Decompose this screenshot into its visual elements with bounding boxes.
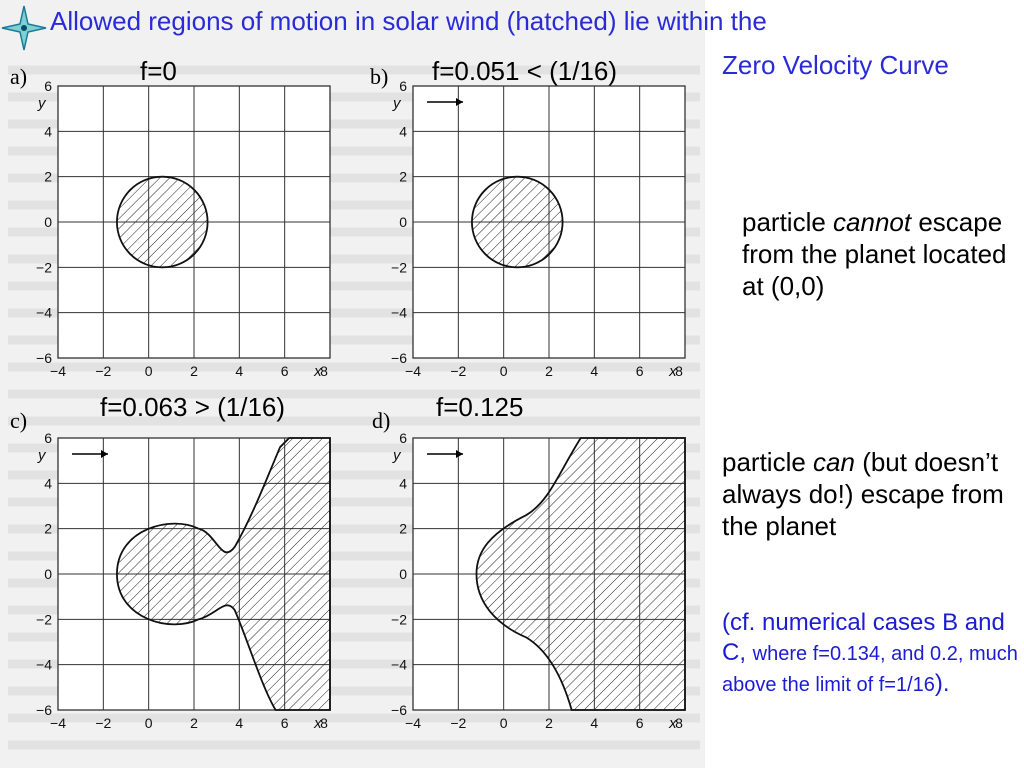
y-tick-label: 2 (399, 520, 407, 537)
y-tick-label: 0 (44, 566, 52, 582)
y-tick-label: 2 (44, 168, 52, 185)
y-tick-label: −4 (36, 656, 52, 673)
y-tick-label: 6 (399, 78, 407, 94)
y-tick-label: 6 (44, 78, 52, 94)
x-axis-label: x (314, 715, 322, 732)
x-tick-label: 8 (675, 715, 683, 731)
hatched-allowed-region (117, 177, 208, 268)
x-axis-label: x (669, 363, 677, 380)
x-tick-label: −4 (405, 363, 421, 379)
x-axis-label: x (669, 715, 677, 732)
x-tick-label: 2 (545, 363, 553, 379)
y-tick-label: −2 (36, 611, 52, 628)
panel-b-letter: b) (370, 64, 389, 89)
x-tick-label: −2 (95, 715, 112, 731)
panel-a-f-label: f=0 (140, 56, 177, 86)
panel-a-letter: a) (10, 64, 28, 89)
y-tick-label: 6 (399, 430, 407, 446)
x-axis-label: x (314, 363, 322, 380)
y-tick-label: −2 (391, 259, 407, 276)
x-tick-label: 0 (144, 363, 153, 379)
panel-d-f-label: f=0.125 (436, 392, 524, 422)
panel-d-zero-velocity-plot (355, 414, 700, 744)
panel-c-zero-velocity-plot (0, 414, 345, 744)
x-tick-label: 8 (320, 363, 328, 379)
x-tick-label: 0 (499, 363, 508, 379)
y-tick-label: 4 (44, 123, 52, 140)
x-tick-label: −4 (50, 715, 66, 731)
x-tick-label: 2 (545, 715, 553, 731)
numerical-cases-note: (cf. numerical cases B and C, where f=0.134, and 0.2, much above the limit of f=1/16). (722, 609, 1018, 697)
y-tick-label: 2 (44, 520, 52, 537)
x-tick-label: −4 (405, 715, 421, 731)
panel-b-zero-velocity-plot (355, 70, 700, 390)
x-tick-label: 0 (499, 715, 508, 731)
y-tick-label: −6 (391, 702, 407, 718)
slide-title-continued: Zero Velocity Curve (722, 50, 949, 80)
y-tick-label: 4 (399, 475, 407, 492)
y-axis-label: y (38, 95, 46, 112)
x-tick-label: −2 (95, 363, 112, 379)
x-tick-label: 6 (635, 715, 644, 731)
star-bullet-icon (0, 4, 48, 52)
x-tick-label: 6 (635, 363, 644, 379)
y-tick-label: −4 (391, 304, 407, 321)
y-axis-label: y (38, 447, 46, 464)
x-tick-label: 6 (280, 363, 289, 379)
y-tick-label: 0 (399, 214, 407, 230)
y-tick-label: −6 (391, 350, 407, 366)
x-tick-label: −4 (50, 363, 66, 379)
panel-c-letter: c) (10, 408, 28, 433)
y-tick-label: 6 (44, 430, 52, 446)
y-axis-label: y (393, 447, 401, 464)
x-tick-label: 4 (590, 363, 599, 379)
panel-a-zero-velocity-plot (0, 70, 345, 390)
y-tick-label: −4 (391, 656, 407, 673)
panel-c-f-label: f=0.063 > (1/16) (100, 392, 286, 422)
slide-title: Allowed regions of motion in solar wind (hatched) lie within the (50, 6, 767, 36)
y-tick-label: 2 (399, 168, 407, 185)
x-tick-label: 2 (190, 715, 198, 731)
x-tick-label: 2 (190, 363, 198, 379)
y-tick-label: −6 (36, 350, 52, 366)
y-tick-label: 4 (44, 475, 52, 492)
cannot-escape-text: particle cannot escape from the planet located at (0,0) (742, 207, 1007, 301)
y-tick-label: 4 (399, 123, 407, 140)
y-tick-label: 0 (399, 566, 407, 582)
x-tick-label: 4 (235, 363, 244, 379)
can-escape-text: particle can (but doesn’t always do!) escape from the planet (722, 447, 1004, 541)
y-tick-label: 0 (44, 214, 52, 230)
x-tick-label: 6 (280, 715, 289, 731)
x-tick-label: 4 (590, 715, 599, 731)
x-tick-label: 8 (675, 363, 683, 379)
panel-b-f-label: f=0.051 < (1/16) (432, 56, 618, 86)
x-tick-label: 4 (235, 715, 244, 731)
x-tick-label: −2 (450, 715, 467, 731)
y-tick-label: −4 (36, 304, 52, 321)
x-tick-label: 8 (320, 715, 328, 731)
x-tick-label: 0 (144, 715, 153, 731)
panel-d-letter: d) (372, 408, 391, 433)
x-tick-label: −2 (450, 363, 467, 379)
y-tick-label: −2 (36, 259, 52, 276)
hatched-allowed-region (472, 177, 563, 268)
y-tick-label: −2 (391, 611, 407, 628)
y-tick-label: −6 (36, 702, 52, 718)
y-axis-label: y (393, 95, 401, 112)
